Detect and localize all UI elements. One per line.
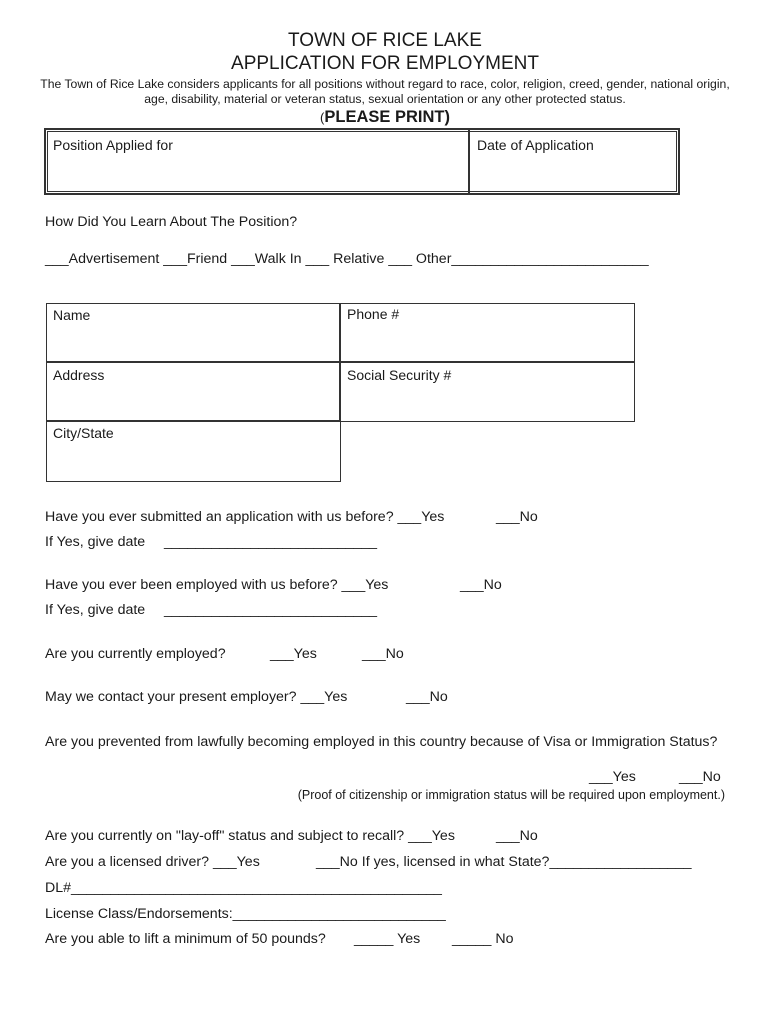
currently-employed-yes[interactable]: ___Yes (270, 646, 317, 662)
prior-application-date-field[interactable]: ___________________________ (164, 534, 378, 550)
visa-status-yes[interactable]: ___Yes (589, 769, 636, 785)
prior-employment-date-label: If Yes, give date (45, 602, 146, 618)
layoff-status-question[interactable]: Are you currently on "lay-off" status and subject to recall? ___Yes (45, 828, 455, 844)
layoff-status-no[interactable]: ___No (496, 828, 538, 844)
learn-question: How Did You Learn About The Position? (45, 214, 298, 230)
form-title: TOWN OF RICE LAKE (288, 30, 482, 51)
prior-employment-date-field[interactable]: ___________________________ (164, 602, 378, 618)
license-class-field[interactable]: License Class/Endorsements:___________________________ (45, 906, 446, 922)
visa-status-no[interactable]: ___No (679, 769, 721, 785)
position-applied-label: Position Applied for (53, 137, 173, 153)
ssn-label: Social Security # (347, 367, 452, 383)
please-print-paren: ( (320, 110, 325, 125)
non-discrimination-notice: The Town of Rice Lake considers applicants for all positions without regard to race, color, religion, creed, gender, national origin, age, disability, material or veteran status, sexual orientation or any other protected status. (40, 77, 730, 106)
position-applied-field[interactable] (50, 158, 464, 190)
phone-label: Phone # (347, 306, 400, 322)
prior-application-no[interactable]: ___No (496, 509, 538, 525)
currently-employed-no[interactable]: ___No (362, 646, 404, 662)
please-print-heading (0, 108, 770, 127)
date-of-application-field[interactable] (474, 158, 674, 190)
currently-employed-question: Are you currently employed? (45, 646, 226, 662)
licensed-driver-question[interactable]: Are you a licensed driver? ___Yes (45, 854, 260, 870)
lift-question: Are you able to lift a minimum of 50 pounds? (45, 931, 326, 947)
address-label: Address (53, 367, 105, 383)
prior-employment-no[interactable]: ___No (460, 577, 502, 593)
contact-employer-no[interactable]: ___No (406, 689, 448, 705)
name-label: Name (53, 307, 91, 323)
lift-no[interactable]: _____ No (452, 931, 514, 947)
prior-application-date-label: If Yes, give date (45, 534, 146, 550)
learn-options[interactable]: ___Advertisement ___Friend ___Walk In ___ Relative ___ Other_________________________ (45, 251, 649, 267)
date-of-application-label: Date of Application (477, 137, 594, 153)
contact-employer-question[interactable]: May we contact your present employer? ___Yes (45, 689, 348, 705)
please-print-text: PLEASE PRINT) (324, 108, 450, 126)
form-subtitle: APPLICATION FOR EMPLOYMENT (231, 53, 539, 74)
prior-application-question[interactable]: Have you ever submitted an application with us before? ___Yes (45, 509, 445, 525)
citizenship-proof-note: (Proof of citizenship or immigration status will be required upon employment.) (297, 788, 725, 802)
visa-status-question: Are you prevented from lawfully becoming employed in this country because of Visa or Immigration Status? (45, 734, 718, 750)
dl-number-field[interactable]: DL#_______________________________________________ (45, 880, 442, 896)
lift-yes[interactable]: _____ Yes (354, 931, 421, 947)
city-state-label: City/State (53, 425, 114, 441)
prior-employment-question[interactable]: Have you ever been employed with us before? ___Yes (45, 577, 389, 593)
licensed-driver-no-state[interactable]: ___No If yes, licensed in what State?__________________ (316, 854, 692, 870)
